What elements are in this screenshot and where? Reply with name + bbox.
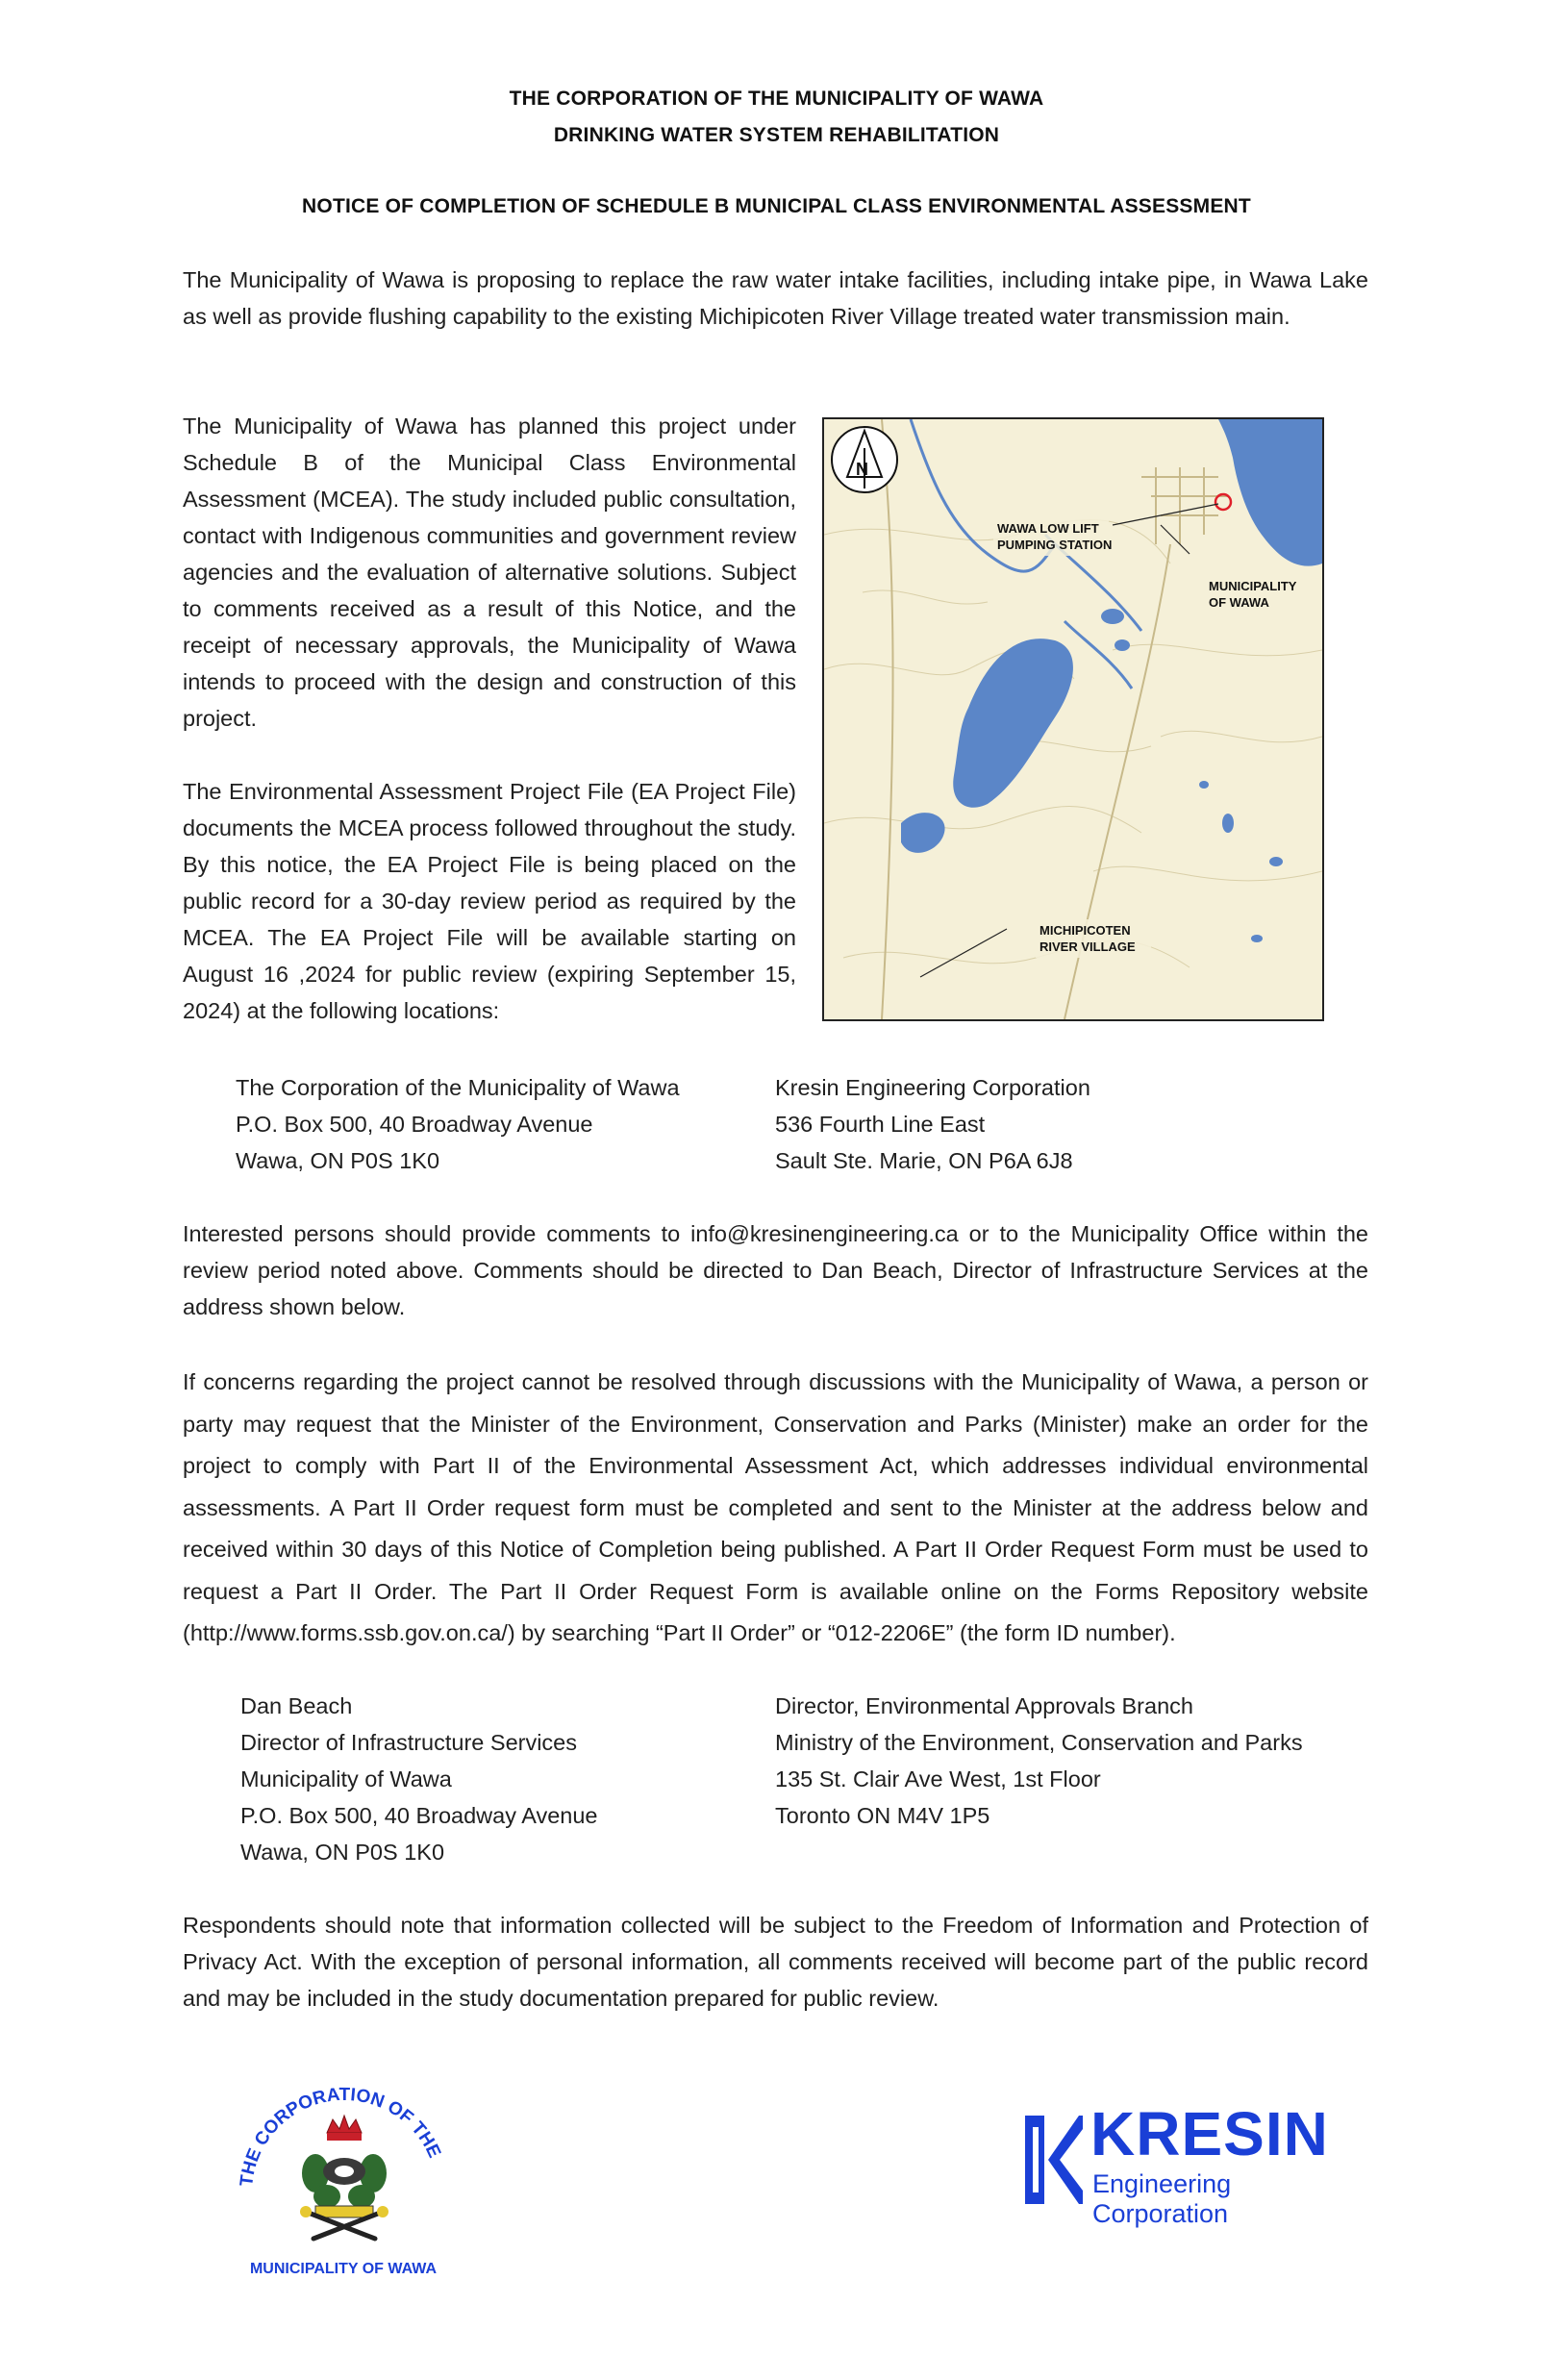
paragraph-privacy: Respondents should note that information collected will be subject to the Freedom of Information and Protection of Privacy Act. With the exception of personal information, all comments received will become part of the public record and may be included in the study documentation prepared for public review. bbox=[183, 1913, 1368, 2011]
paragraph-ea-project-file: The Environmental Assessment Project File (EA Project File) documents the MCEA process followed throughout the study. By this notice, the EA Project File is being placed on the public record for a 30-day review period as required by the MCEA. The EA Project File will be available starting on August 16 ,2024 for public review (expiring September 15, 2024) at the following locations: bbox=[183, 779, 796, 1023]
paragraph-comments: Interested persons should provide comments to info@kresinengineering.ca or to the Municipality Office within the review period noted above. Comments should be directed to Dan Beach, Director of Infrastructure Services at the address shown below. bbox=[183, 1221, 1368, 1319]
location-address-municipality bbox=[236, 1069, 680, 1179]
north-arrow-icon bbox=[832, 427, 897, 492]
address-line: Director, Environmental Approvals Branch bbox=[775, 1693, 1193, 1718]
paragraph-part-ii-order: If concerns regarding the project cannot be resolved through discussions with the Municipality of Wawa, a person or party may request that the Minister of the Environment, Conservation and Parks (Minister) make an order for the project to comply with Part II of the Environmental Assessment Act, which addresses individual environmental assessments. A Part II Order request form must be completed and sent to the Minister at the address below and received within 30 days of this Notice of Completion being published. A Part II Order Request Form must be used to request a Part II Order. The Part II Order Request Form is available online on the Forms Repository website (http://www.forms.ssb.gov.on.ca/) by searching “Part II Order” or “012-2206E” (the form ID number). bbox=[183, 1369, 1368, 1645]
address-line: The Corporation of the Municipality of Wawa bbox=[236, 1075, 680, 1100]
map-label-pumping-line1: WAWA LOW LIFT bbox=[997, 521, 1099, 536]
kresin-k-icon bbox=[1021, 2114, 1083, 2210]
map-label-village-line2: RIVER VILLAGE bbox=[1040, 939, 1136, 954]
address-line: Toronto ON M4V 1P5 bbox=[775, 1803, 990, 1828]
location-address-kresin bbox=[775, 1069, 1090, 1179]
address-line: Director of Infrastructure Services bbox=[240, 1730, 577, 1755]
wawa-bottom-text: MUNICIPALITY OF WAWA bbox=[249, 2261, 438, 2277]
address-line: 135 St. Clair Ave West, 1st Floor bbox=[775, 1766, 1101, 1791]
map-label-village-line1: MICHIPICOTEN bbox=[1040, 923, 1131, 938]
paragraph-project-intro: The Municipality of Wawa is proposing to replace the raw water intake facilities, including intake pipe, in Wawa Lake as well as provide flushing capability to the existing Michipicoten River Village treated water transmission main. bbox=[183, 267, 1368, 329]
map-label-municipality-line1: MUNICIPALITY bbox=[1209, 579, 1297, 593]
header-line-1: THE CORPORATION OF THE MUNICIPALITY OF WAWA bbox=[509, 88, 1044, 110]
address-line: Municipality of Wawa bbox=[240, 1766, 452, 1791]
map-svg bbox=[824, 419, 1322, 1019]
address-line: Dan Beach bbox=[240, 1693, 353, 1718]
map-label-municipality-line2: OF WAWA bbox=[1209, 595, 1269, 610]
address-line: Kresin Engineering Corporation bbox=[775, 1075, 1090, 1100]
wawa-arc-text: THE CORPORATION OF THE bbox=[237, 2084, 445, 2188]
map-label-pumping-line2: PUMPING STATION bbox=[997, 538, 1113, 552]
paragraph-schedule-b: The Municipality of Wawa has planned this project under Schedule B of the Municipal Class Environmental Assessment (MCEA). The study included public consultation, contact with Indigenous communities and government review agencies and the evaluation of alternative solutions. Subject to comments received as a result of this Notice, and the receipt of necessary approvals, the Municipality of Wawa intends to proceed with the design and construction of this project. bbox=[183, 413, 796, 731]
kresin-subtitle: Engineering Corporation bbox=[1092, 2169, 1232, 2228]
contact-address-ministry bbox=[775, 1688, 1303, 1834]
location-map bbox=[822, 417, 1324, 1021]
address-line: Sault Ste. Marie, ON P6A 6J8 bbox=[775, 1148, 1073, 1173]
kresin-wordmark: KRESIN bbox=[1090, 2099, 1329, 2168]
address-line: Wawa, ON P0S 1K0 bbox=[240, 1840, 445, 1865]
header-notice-title: NOTICE OF COMPLETION OF SCHEDULE B MUNICIPAL CLASS ENVIRONMENTAL ASSESSMENT bbox=[302, 195, 1251, 217]
north-letter: N bbox=[856, 460, 868, 479]
wawa-corporation-logo bbox=[231, 2077, 457, 2279]
contact-address-municipality bbox=[240, 1688, 597, 1870]
address-line: 536 Fourth Line East bbox=[775, 1112, 986, 1137]
wawa-crest-icon bbox=[231, 2077, 457, 2279]
kresin-engineering-logo bbox=[1021, 2099, 1358, 2228]
address-line: P.O. Box 500, 40 Broadway Avenue bbox=[240, 1803, 598, 1828]
address-line: P.O. Box 500, 40 Broadway Avenue bbox=[236, 1112, 593, 1137]
address-line: Ministry of the Environment, Conservation and Parks bbox=[775, 1730, 1303, 1755]
address-line: Wawa, ON P0S 1K0 bbox=[236, 1148, 440, 1173]
header-line-2: DRINKING WATER SYSTEM REHABILITATION bbox=[553, 124, 1000, 146]
